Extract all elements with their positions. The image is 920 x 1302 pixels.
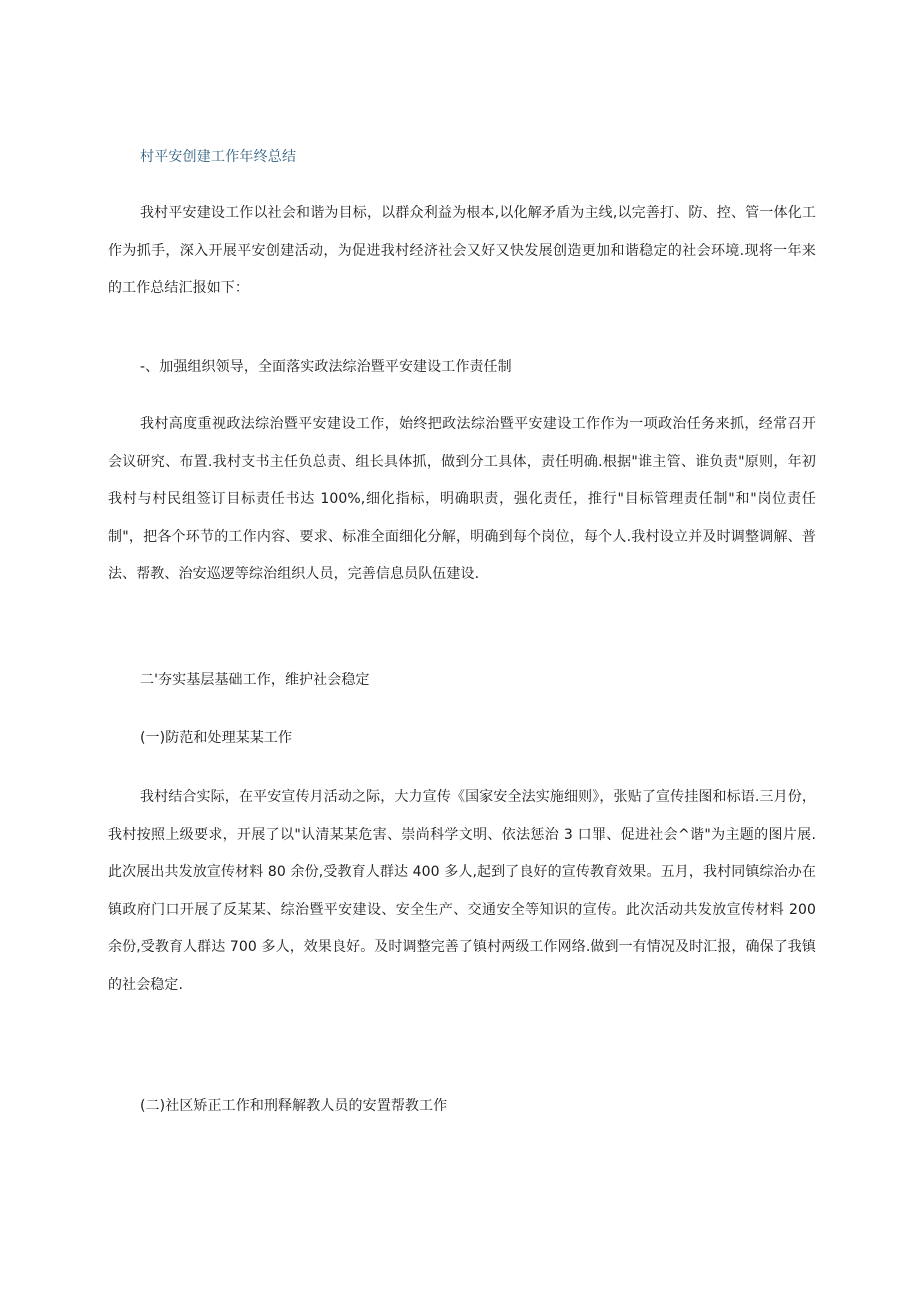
- subsection-1-body: 我村结合实际，在平安宣传月活动之际，大力宣传《国家安全法实施细则》，张贴了宣传挂图和标语.三月份，我村按照上级要求，开展了以"认清某某危害、崇尚科学文明、依法惩治 3 口罪、促进社会^谐"为主题的图片展.此次展出共发放宣传材料 80 余份,受教育人群达 400 多人,起到了良好的宣传教育效果。五月，我村同镇综治办在镇政府门口开展了反某某、综治暨平安建设、安全生产、交通安全等知识的宣传。此次活动共发放宣传材料 200 余份,受教育人群达 700 多人，效果良好。及时调整完善了镇村两级工作网络.做到一有情况及时汇报，确保了我镇的社会稳定.: [108, 789, 816, 993]
- intro-paragraph: 我村平安建设工作以社会和谐为目标，以群众利益为根本,以化解矛盾为主线,以完善打、防、控、管一体化工作为抓手，深入开展平安创建活动，为促进我村经济社会又好又快发展创造更加和谐稳定的社会环境.现将一年来的工作总结汇报如下：: [108, 205, 816, 296]
- subsection-1-heading: (一)防范和处理某某工作: [140, 730, 293, 746]
- document-title: 村平安创建工作年终总结: [140, 149, 297, 165]
- section-2-heading: 二'夯实基层基础工作，维护社会稳定: [140, 672, 370, 688]
- subsection-2-heading: (二)社区矫正工作和刑释解教人员的安置帮教工作: [140, 1098, 448, 1114]
- section-1-body: 我村高度重视政法综治暨平安建设工作，始终把政法综治暨平安建设工作作为一项政治任务来抓，经常召开会议研究、布置.我村支书主任负总责、组长具体抓，做到分工具体，责任明确.根据"谁主管、谁负责"原则，年初我村与村民组签订目标责任书达 100%,细化指标，明确职责，强化责任，推行"目标管理责任制"和"岗位责任制"，把各个环节的工作内容、要求、标准全面细化分解，明确到每个岗位，每个人.我村设立并及时调整调解、普法、帮教、治安巡逻等综治组织人员，完善信息员队伍建设.: [108, 416, 816, 582]
- section-1-heading: -、加强组织领导，全面落实政法综治暨平安建设工作责任制: [140, 359, 512, 375]
